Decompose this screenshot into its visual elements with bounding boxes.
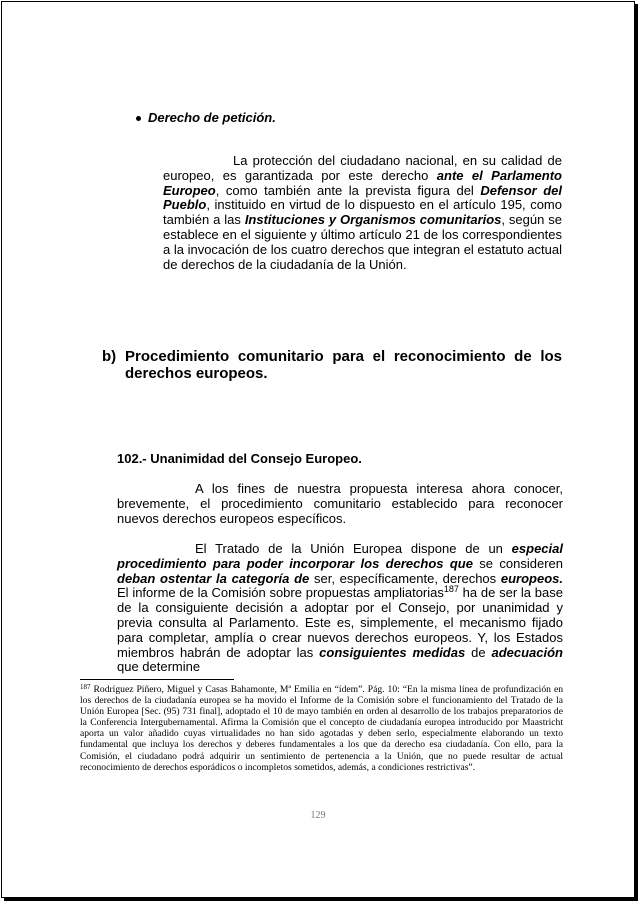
text-run: que determine (117, 659, 201, 675)
text-run: A los fines de nuestra propuesta interesa ahora conocer, brevemente, el procedimiento comunitario establecido para reconocer nuevos derechos europeos específicos. (117, 481, 563, 526)
emphasis-text: europeos. (500, 570, 563, 586)
text-run: se consideren (472, 555, 563, 571)
text-run: ser, específicamente, derechos (309, 570, 501, 586)
emphasis-text: deban ostentar la categoría de (117, 570, 310, 586)
paragraph-fines (117, 482, 563, 526)
footnote-text: Rodríguez Piñero, Miguel y Casas Bahamonte, Mª Emilia en “ídem”. Pág. 10: “En la misma línea de profundización en los derechos de la ciudadanía europea se ha movido el Informe de la Comisión sobre el funcionamiento del Tratado de la Unión Europea [Sec. (95) 731 final], adoptado el 10 de mayo también en orden al desarrollo de los trabajos preparatorios de la Conferencia Intergubernamental. Afirma la Comisión que el concepto de ciudadanía europea introducido por Maastricht aporta un valor añadido cuyas virtualidades no han sido agotadas y deben serlo, especialmente elaborando un texto fundamental que incluya los derechos y deberes fundamentales a los que da derecho esa ciudadanía. Con ello, para la Comisión, el ciudadano podrá adquirir un sentimiento de pertenencia a la Unión, que no puede resultar de actual reconocimiento de derechos esporádicos o incompletos sometidos, además, a condiciones restrictivas”. (80, 684, 563, 773)
emphasis-text: consiguientes medidas (319, 644, 466, 660)
bullet-item (148, 110, 276, 125)
emphasis-text: especial procedimiento para poder incorporar los derechos que (117, 541, 563, 571)
page-number: 129 (310, 810, 326, 821)
document-page (1, 1, 635, 898)
emphasis-text: Defensor del Pueblo (163, 182, 562, 213)
paragraph-peticion (163, 154, 562, 272)
bullet-text: Derecho de petición. (148, 110, 276, 125)
text-run: El Tratado de la Unión Europea dispone de un (195, 541, 512, 556)
text-run: , según se establece en el siguiente y último artículo 21 de los correspondientes a la invocación de los cuatro derechos que integran el estatuto actual de derechos de la ciudadanía de la Unión. (163, 212, 562, 272)
text-run: , como también ante la prevista figura del (215, 182, 481, 198)
footnote-number: 187 (80, 683, 91, 691)
emphasis-text: adecuación (491, 644, 563, 660)
text-run: El informe de la Comisión sobre propuestas ampliatorias (117, 585, 444, 601)
text-run: de (465, 644, 492, 660)
subsection-heading: 102.- Unanimidad del Consejo Europeo. (117, 451, 362, 466)
emphasis-text: Instituciones y Organismos comunitarios (244, 212, 502, 228)
text-run: ha de ser la base de la consiguiente decisión a adoptar por el Consejo, por unanimidad y previa consulta al Parlamento. Este es, simplemente, el mecanismo fijado para completar, amplía o crear nuevos derechos europeos. Y, los Estados miembros habrán de adoptar las (117, 585, 563, 660)
text-run: La protección del ciudadano nacional, en su calidad de europeo, es garantizada por este derecho (163, 153, 562, 183)
section-heading-line1: Procedimiento comunitario para el reconocimiento de los (125, 348, 562, 365)
section-heading-line2: derechos europeos. (125, 365, 268, 382)
section-heading-b (102, 348, 562, 382)
footnote (80, 684, 563, 773)
text-run: , instituido en virtud de lo dispuesto en el artículo 195, como también a las (163, 197, 562, 228)
emphasis-text: ante el Parlamento Europeo (163, 167, 562, 198)
bullet-icon (136, 116, 141, 121)
paragraph-tratado (117, 542, 563, 675)
section-letter: b) (102, 348, 117, 365)
footnote-divider (80, 679, 234, 680)
footnote-reference: 187 (443, 584, 459, 595)
